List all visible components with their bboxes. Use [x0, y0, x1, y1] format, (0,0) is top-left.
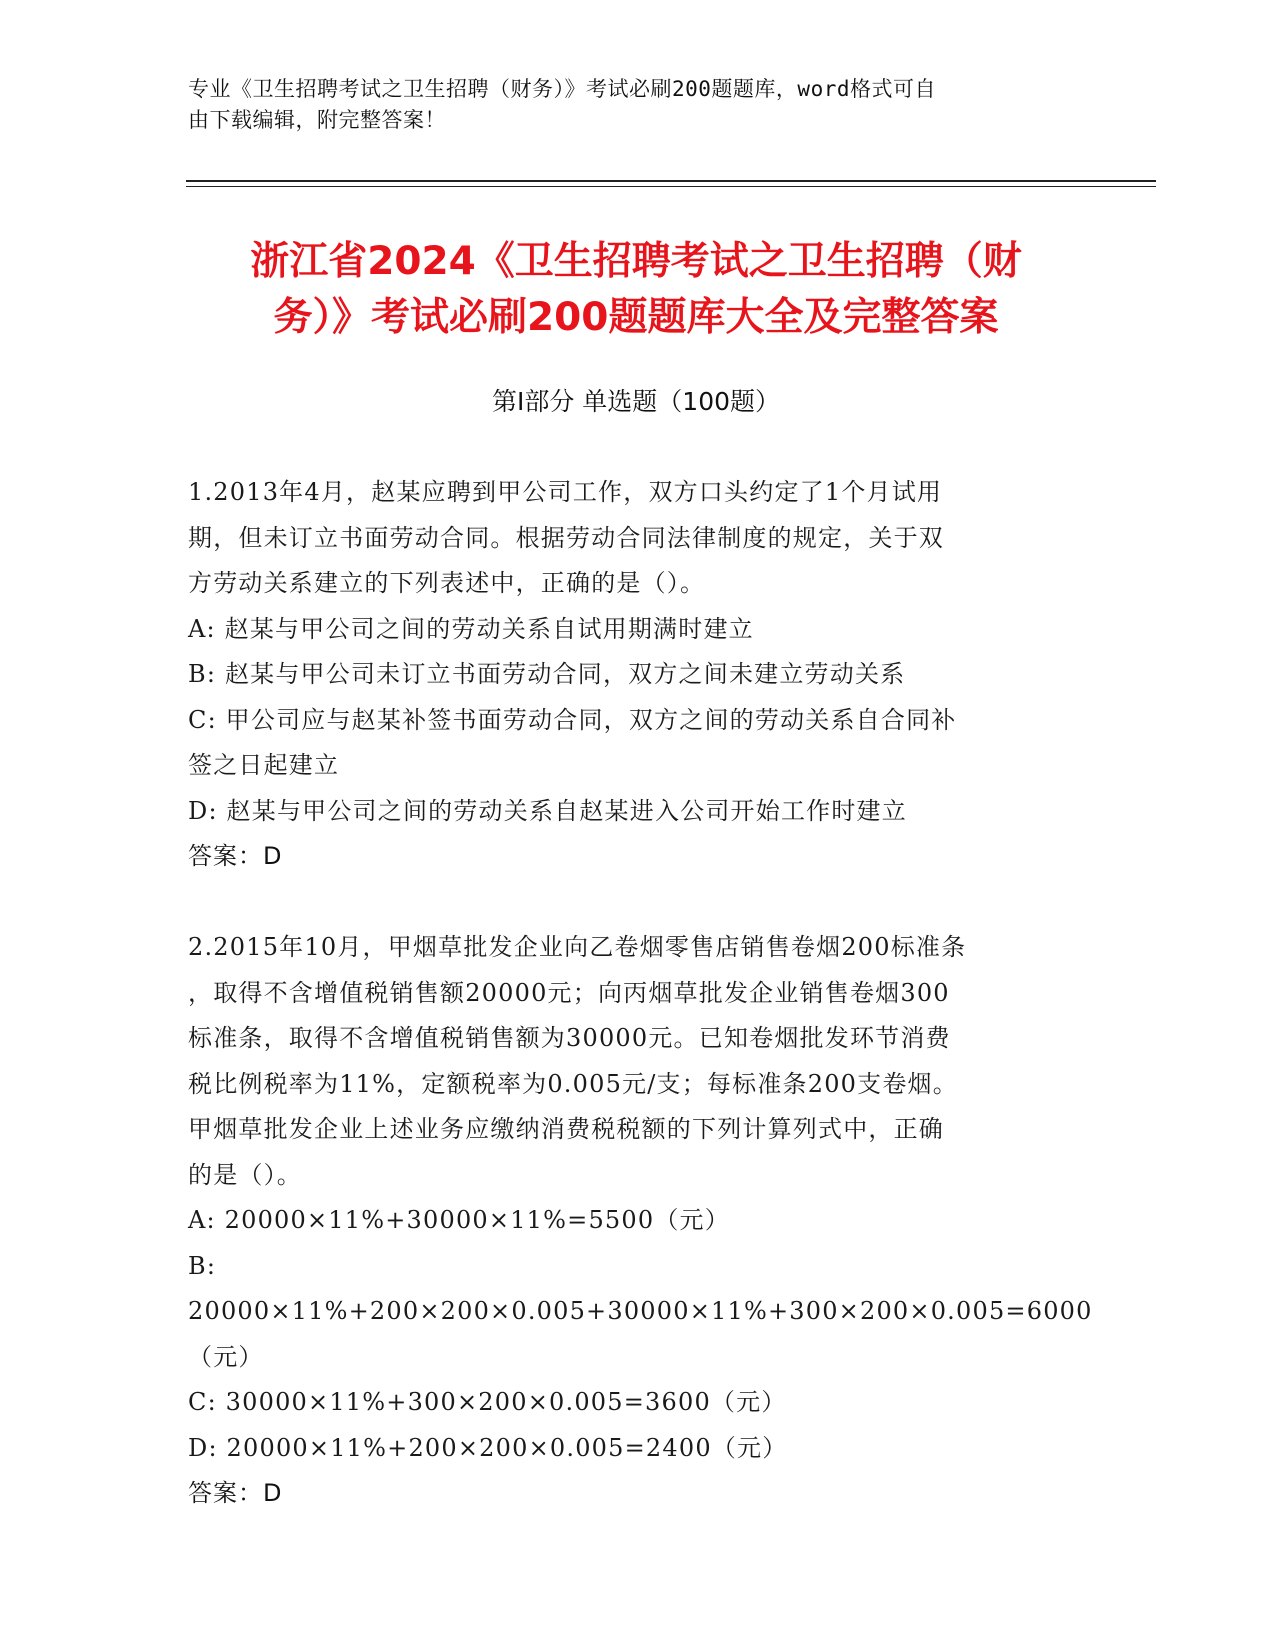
answer-label: 答案：D — [188, 1479, 283, 1507]
header-divider-thin — [186, 186, 1156, 187]
question-stem-line: 期，但未订立书面劳动合同。根据劳动合同法律制度的规定，关于双 — [188, 523, 944, 552]
option-b: B: 赵某与甲公司未订立书面劳动合同，双方之间未建立劳动关系 — [188, 660, 906, 688]
question-stem-line: 甲烟草批发企业上述业务应缴纳消费税税额的下列计算列式中，正确 — [188, 1115, 944, 1143]
header-note — [188, 74, 1068, 136]
question-stem-line: 方劳动关系建立的下列表述中，正确的是（）。 — [188, 569, 706, 597]
document-title-line-2: 务）》考试必刷200题题库大全及完整答案 — [273, 295, 999, 340]
option-a: A: 赵某与甲公司之间的劳动关系自试用期满时建立 — [188, 614, 754, 643]
question-stem-line: 税比例税率为11%，定额税率为0.005元/支；每标准条200支卷烟。 — [188, 1069, 958, 1098]
header-divider-thick — [186, 180, 1156, 182]
option-c: C: 甲公司应与赵某补签书面劳动合同，双方之间的劳动关系自合同补 — [188, 705, 957, 734]
header-note-line-2: 由下载编辑，附完整答案！ — [188, 108, 446, 132]
answer-label: 答案：D — [188, 842, 283, 870]
question-1 — [188, 470, 1078, 880]
option-b-continued: （元） — [188, 1342, 264, 1371]
option-c-continued: 签之日起建立 — [188, 751, 340, 779]
option-d: D: 20000×11%+200×200×0.005=2400（元） — [188, 1433, 788, 1462]
question-stem-line: 的是（）。 — [188, 1160, 302, 1189]
document-title — [186, 234, 1086, 346]
option-c: C: 30000×11%+300×200×0.005=3600（元） — [188, 1388, 787, 1416]
question-2 — [188, 925, 1093, 1517]
option-a: A: 20000×11%+30000×11%=5500（元） — [188, 1206, 730, 1234]
option-d: D: 赵某与甲公司之间的劳动关系自赵某进入公司开始工作时建立 — [188, 796, 907, 825]
section-heading: 第Ⅰ部分 单选题（100题） — [491, 387, 781, 416]
header-note-line-1: 专业《卫生招聘考试之卫生招聘（财务）》考试必刷200题题库，word格式可自 — [188, 77, 936, 101]
document-title-line-1: 浙江省2024《卫生招聘考试之卫生招聘（财 — [250, 239, 1022, 284]
question-stem-line: 2.2015年10月，甲烟草批发企业向乙卷烟零售店销售卷烟200标准条 — [188, 933, 967, 961]
question-stem-line: ，取得不含增值税销售额20000元；向丙烟草批发企业销售卷烟300 — [188, 978, 950, 1007]
question-stem-line: 1.2013年4月，赵某应聘到甲公司工作，双方口头约定了1个月试用 — [188, 478, 943, 506]
question-stem-line: 标准条，取得不含增值税销售额为30000元。已知卷烟批发环节消费 — [188, 1024, 951, 1052]
option-b: B: 20000×11%+200×200×0.005+30000×11%+300×200×0.005=6000 — [188, 1251, 1093, 1325]
